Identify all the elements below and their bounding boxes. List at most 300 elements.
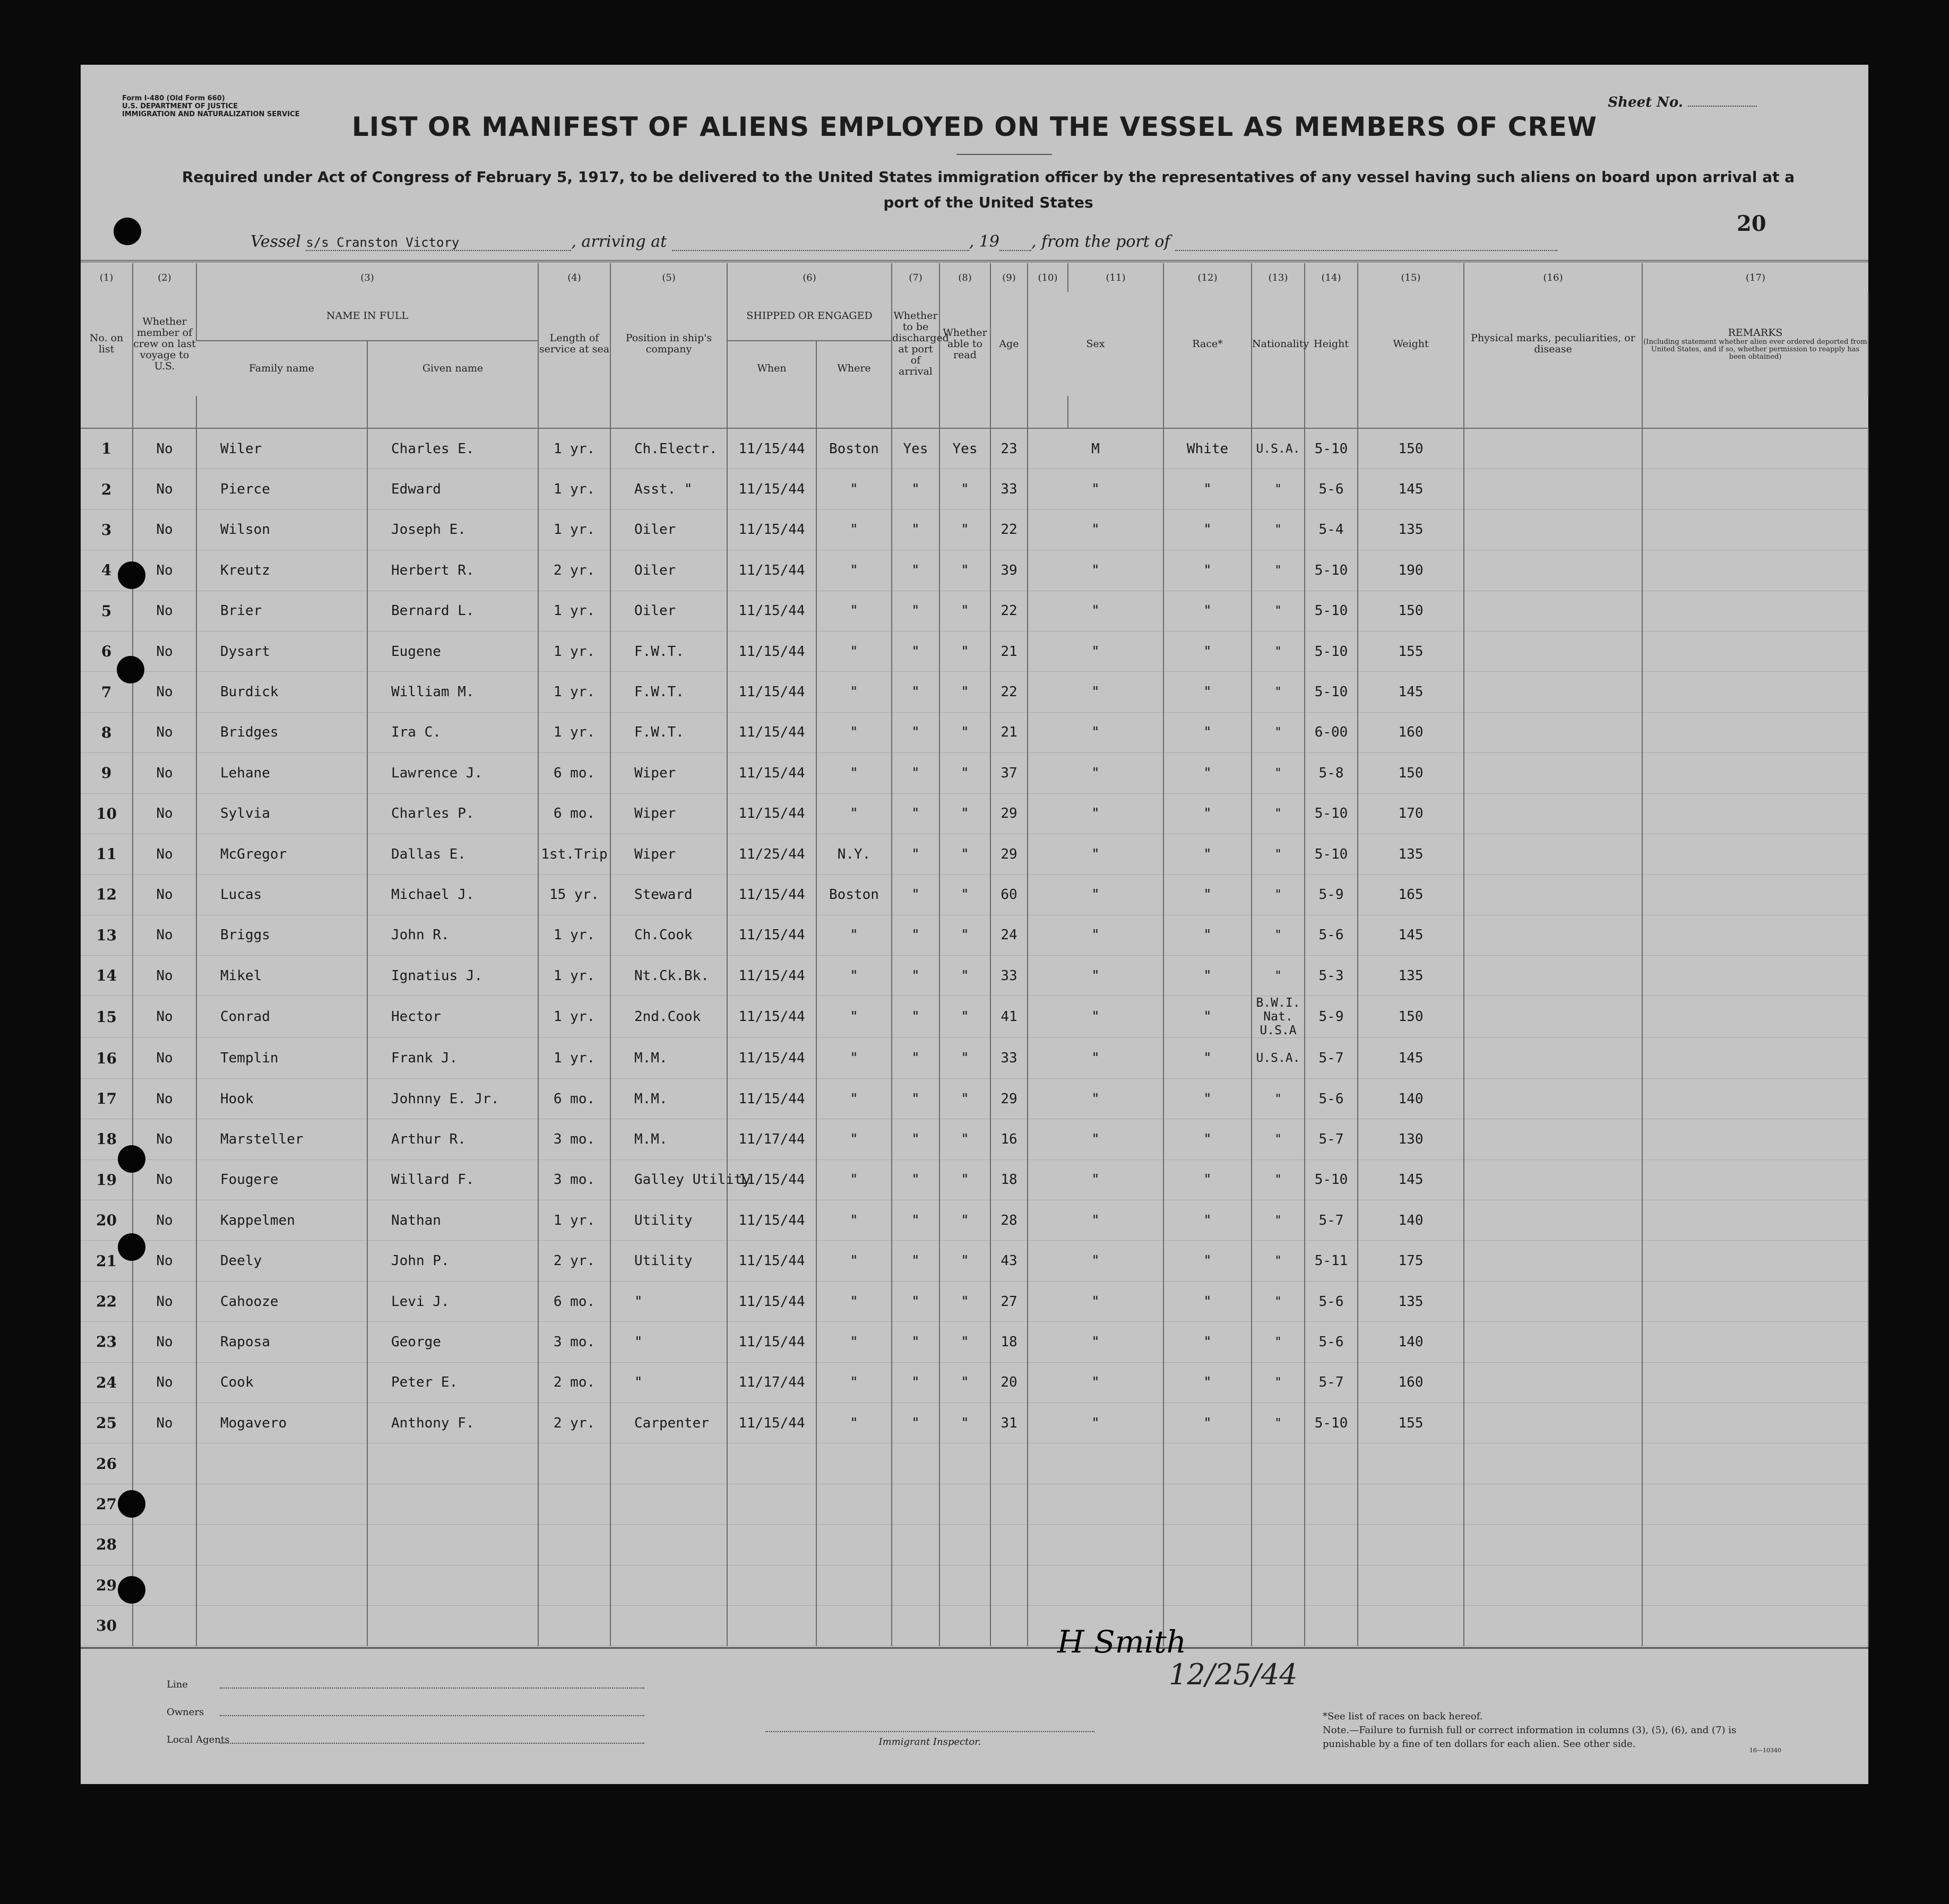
cell-shipped-where: " (816, 1038, 892, 1078)
cell-length-of-service: 1 yr. (538, 1038, 610, 1078)
cell-remarks (1642, 469, 1868, 509)
cell-height: 5-9 (1305, 996, 1358, 1038)
cell-family-name: Lehane (196, 753, 367, 793)
cell-position: 2nd.Cook (610, 996, 727, 1038)
cell-family-name: Briggs (196, 915, 367, 955)
cell-remarks (1642, 1078, 1868, 1119)
cell-position (610, 1525, 727, 1565)
cell-sex: " (1028, 712, 1163, 752)
cell-length-of-service: 1 yr. (538, 591, 610, 631)
cell-nationality: " (1252, 1200, 1305, 1241)
cell-age: 23 (990, 428, 1028, 469)
cell-crew-last-voyage: No (133, 1362, 196, 1403)
cell-age: 22 (990, 509, 1028, 550)
cell-position: Steward (610, 875, 727, 915)
cell-weight (1358, 1443, 1464, 1484)
cell-shipped-where: " (816, 996, 892, 1038)
cell-race: " (1163, 1281, 1252, 1321)
cell-family-name: Burdick (196, 672, 367, 712)
cell-age (990, 1605, 1028, 1646)
cell-position: Carpenter (610, 1403, 727, 1443)
cell-sex: " (1028, 1322, 1163, 1362)
table-row (81, 996, 1868, 1038)
cell-sex: " (1028, 753, 1163, 793)
cell-sex: " (1028, 1159, 1163, 1200)
cell-height: 5-10 (1305, 672, 1358, 712)
table-row (81, 875, 1868, 915)
row-number: 20 (81, 1200, 133, 1241)
cell-shipped-where: " (816, 1281, 892, 1321)
cell-family-name: Cook (196, 1362, 367, 1403)
cell-physical-marks (1464, 550, 1642, 591)
cell-length-of-service: 6 mo. (538, 1078, 610, 1119)
cell-nationality: " (1252, 875, 1305, 915)
binder-hole (118, 1576, 145, 1604)
row-number: 4 (81, 550, 133, 591)
cell-discharged: " (892, 1038, 939, 1078)
cell-crew-last-voyage: No (133, 591, 196, 631)
race-note: *See list of races on back hereof. (1323, 1711, 1483, 1722)
cell-shipped-where (816, 1484, 892, 1524)
row-number: 29 (81, 1565, 133, 1605)
cell-given-name (367, 1525, 538, 1565)
cell-given-name: Charles P. (367, 793, 538, 834)
cell-given-name: Bernard L. (367, 591, 538, 631)
cell-able-to-read (939, 1443, 990, 1484)
cell-shipped-when: 11/17/44 (727, 1119, 816, 1159)
row-number: 10 (81, 793, 133, 834)
cell-race: " (1163, 631, 1252, 671)
table-row (81, 1362, 1868, 1403)
cell-sex: " (1028, 591, 1163, 631)
col-number: (4) (538, 263, 610, 292)
title-divider (956, 154, 1052, 155)
cell-race: " (1163, 550, 1252, 591)
cell-remarks (1642, 428, 1868, 469)
row-number: 11 (81, 834, 133, 874)
cell-nationality (1252, 1565, 1305, 1605)
vessel-name: s/s Cranston Victory (306, 235, 571, 251)
cell-discharged: " (892, 996, 939, 1038)
row-number: 3 (81, 509, 133, 550)
page-title: LIST OR MANIFEST OF ALIENS EMPLOYED ON THE VESSEL AS MEMBERS OF CREW (351, 111, 1598, 142)
cell-discharged: " (892, 1078, 939, 1119)
cell-length-of-service (538, 1525, 610, 1565)
cell-age: 33 (990, 956, 1028, 996)
cell-age: 60 (990, 875, 1028, 915)
cell-remarks (1642, 875, 1868, 915)
col-number: (9) (990, 263, 1028, 292)
table-row (81, 793, 1868, 834)
cell-shipped-when: 11/15/44 (727, 1281, 816, 1321)
cell-physical-marks (1464, 793, 1642, 834)
binder-hole (118, 1145, 145, 1173)
cell-sex (1028, 1443, 1163, 1484)
cell-age: 16 (990, 1119, 1028, 1159)
row-number: 18 (81, 1119, 133, 1159)
cell-family-name (196, 1605, 367, 1646)
cell-discharged (892, 1605, 939, 1646)
header-length-of-service: Length of service at sea (538, 292, 610, 396)
cell-able-to-read: " (939, 1241, 990, 1281)
page-number: 20 (1737, 211, 1766, 236)
cell-sex: " (1028, 1362, 1163, 1403)
cell-race: " (1163, 875, 1252, 915)
cell-length-of-service: 1 yr. (538, 956, 610, 996)
col-number: (14) (1305, 263, 1358, 292)
cell-family-name (196, 1525, 367, 1565)
cell-discharged: " (892, 956, 939, 996)
cell-remarks (1642, 793, 1868, 834)
cell-position: Utility (610, 1200, 727, 1241)
cell-able-to-read: " (939, 631, 990, 671)
cell-able-to-read: " (939, 1200, 990, 1241)
cell-nationality: " (1252, 1322, 1305, 1362)
table-row (81, 915, 1868, 955)
cell-physical-marks (1464, 1443, 1642, 1484)
cell-able-to-read: " (939, 1159, 990, 1200)
binder-hole (118, 1490, 145, 1518)
row-number: 17 (81, 1078, 133, 1119)
cell-position: Wiper (610, 793, 727, 834)
cell-family-name: Bridges (196, 712, 367, 752)
col-number: (8) (939, 263, 990, 292)
cell-physical-marks (1464, 1322, 1642, 1362)
table-row (81, 428, 1868, 469)
cell-physical-marks (1464, 1119, 1642, 1159)
cell-sex: " (1028, 672, 1163, 712)
cell-length-of-service: 1 yr. (538, 509, 610, 550)
cell-age: 33 (990, 1038, 1028, 1078)
cell-shipped-where (816, 1565, 892, 1605)
cell-shipped-where: " (816, 672, 892, 712)
cell-race: " (1163, 1200, 1252, 1241)
cell-shipped-where: " (816, 1119, 892, 1159)
cell-discharged: " (892, 1281, 939, 1321)
cell-given-name: Michael J. (367, 875, 538, 915)
cell-shipped-when: 11/15/44 (727, 1200, 816, 1241)
sheet-number-label: Sheet No. (1608, 94, 1683, 110)
cell-nationality: " (1252, 469, 1305, 509)
cell-length-of-service (538, 1484, 610, 1524)
vessel-label: Vessel (251, 232, 301, 251)
cell-physical-marks (1464, 915, 1642, 955)
header-spacer (81, 396, 1868, 428)
row-number: 28 (81, 1525, 133, 1565)
cell-position (610, 1605, 727, 1646)
cell-physical-marks (1464, 509, 1642, 550)
cell-age: 18 (990, 1322, 1028, 1362)
cell-discharged: " (892, 915, 939, 955)
cell-height: 5-3 (1305, 956, 1358, 996)
cell-length-of-service: 3 mo. (538, 1119, 610, 1159)
cell-height: 5-6 (1305, 915, 1358, 955)
cell-crew-last-voyage: No (133, 1281, 196, 1321)
local-agents-blank (220, 1743, 644, 1744)
table-row (81, 1443, 1868, 1484)
cell-shipped-where: " (816, 1200, 892, 1241)
cell-shipped-where: " (816, 509, 892, 550)
cell-position: F.W.T. (610, 712, 727, 752)
cell-nationality: " (1252, 1241, 1305, 1281)
cell-discharged: " (892, 509, 939, 550)
table-row (81, 1119, 1868, 1159)
arriving-label: , arriving at (571, 232, 667, 251)
row-number: 2 (81, 469, 133, 509)
cell-family-name (196, 1443, 367, 1484)
cell-given-name: Levi J. (367, 1281, 538, 1321)
year-label: , 19 (969, 232, 999, 251)
cell-given-name (367, 1605, 538, 1646)
cell-length-of-service: 1 yr. (538, 428, 610, 469)
cell-sex (1028, 1484, 1163, 1524)
cell-length-of-service: 2 yr. (538, 1241, 610, 1281)
cell-physical-marks (1464, 1078, 1642, 1119)
cell-sex: " (1028, 996, 1163, 1038)
cell-able-to-read: " (939, 1038, 990, 1078)
row-number: 14 (81, 956, 133, 996)
row-number: 9 (81, 753, 133, 793)
cell-given-name: Johnny E. Jr. (367, 1078, 538, 1119)
penalty-note: Note.—Failure to furnish full or correct information in columns (3), (5), (6), and (7) is punishable by a fine of ten dollars for each alien. See other side. (1323, 1725, 1737, 1750)
cell-position: M.M. (610, 1119, 727, 1159)
cell-discharged: " (892, 1362, 939, 1403)
cell-shipped-where: " (816, 631, 892, 671)
cell-able-to-read: " (939, 591, 990, 631)
table-row (81, 509, 1868, 550)
cell-weight: 160 (1358, 1362, 1464, 1403)
header-sex: Sex (1028, 292, 1163, 396)
cell-length-of-service: 6 mo. (538, 793, 610, 834)
col-number: (16) (1464, 263, 1642, 292)
cell-remarks (1642, 509, 1868, 550)
cell-sex: M (1028, 428, 1163, 469)
cell-position: Asst. " (610, 469, 727, 509)
cell-crew-last-voyage (133, 1525, 196, 1565)
row-number: 6 (81, 631, 133, 671)
cell-sex (1028, 1565, 1163, 1605)
cell-family-name: Deely (196, 1241, 367, 1281)
cell-shipped-when: 11/15/44 (727, 1159, 816, 1200)
cell-given-name (367, 1565, 538, 1605)
row-number: 25 (81, 1403, 133, 1443)
cell-weight (1358, 1484, 1464, 1524)
cell-height (1305, 1443, 1358, 1484)
cell-remarks (1642, 631, 1868, 671)
footnote (1323, 1710, 1779, 1751)
cell-weight: 145 (1358, 1038, 1464, 1078)
form-code: 16—10340 (1749, 1747, 1781, 1754)
cell-shipped-when: 11/25/44 (727, 834, 816, 874)
cell-given-name: John P. (367, 1241, 538, 1281)
cell-sex: " (1028, 915, 1163, 955)
cell-height: 5-6 (1305, 1322, 1358, 1362)
cell-remarks (1642, 1484, 1868, 1524)
cell-position: " (610, 1322, 727, 1362)
row-number: 13 (81, 915, 133, 955)
cell-physical-marks (1464, 875, 1642, 915)
cell-sex: " (1028, 1119, 1163, 1159)
header-physical-marks: Physical marks, peculiarities, or disease (1464, 292, 1642, 396)
header-shipped-or-engaged: SHIPPED OR ENGAGED (727, 292, 892, 341)
cell-race: White (1163, 428, 1252, 469)
local-agents-label: Local Agents (167, 1734, 230, 1745)
cell-shipped-where: " (816, 793, 892, 834)
cell-height: 5-8 (1305, 753, 1358, 793)
cell-sex (1028, 1525, 1163, 1565)
cell-physical-marks (1464, 1525, 1642, 1565)
cell-shipped-when: 11/15/44 (727, 1241, 816, 1281)
cell-race: " (1163, 712, 1252, 752)
cell-nationality (1252, 1525, 1305, 1565)
cell-shipped-where: Boston (816, 428, 892, 469)
table-row (81, 1605, 1868, 1646)
cell-given-name: Dallas E. (367, 834, 538, 874)
cell-position: " (610, 1362, 727, 1403)
table-row (81, 550, 1868, 591)
cell-weight: 155 (1358, 631, 1464, 671)
cell-given-name (367, 1443, 538, 1484)
cell-family-name: Kappelmen (196, 1200, 367, 1241)
cell-age: 27 (990, 1281, 1028, 1321)
cell-given-name: Lawrence J. (367, 753, 538, 793)
cell-weight: 135 (1358, 834, 1464, 874)
cell-crew-last-voyage: No (133, 1241, 196, 1281)
cell-discharged: Yes (892, 428, 939, 469)
cell-race: " (1163, 834, 1252, 874)
header-whether-member: Whether member of crew on last voyage to U.S. (133, 292, 196, 396)
cell-race: " (1163, 672, 1252, 712)
cell-remarks (1642, 1443, 1868, 1484)
cell-age: 24 (990, 915, 1028, 955)
cell-weight: 190 (1358, 550, 1464, 591)
cell-race (1163, 1565, 1252, 1605)
cell-shipped-where: " (816, 956, 892, 996)
cell-able-to-read: " (939, 550, 990, 591)
cell-family-name: Wiler (196, 428, 367, 469)
crew-manifest-table (81, 263, 1868, 1646)
cell-age: 31 (990, 1403, 1028, 1443)
cell-discharged (892, 1565, 939, 1605)
cell-physical-marks (1464, 672, 1642, 712)
cell-sex: " (1028, 1241, 1163, 1281)
cell-able-to-read (939, 1484, 990, 1524)
table-row (81, 1038, 1868, 1078)
table-row (81, 1565, 1868, 1605)
cell-length-of-service: 1 yr. (538, 672, 610, 712)
cell-family-name: Wilson (196, 509, 367, 550)
cell-sex: " (1028, 550, 1163, 591)
cell-crew-last-voyage: No (133, 1200, 196, 1241)
row-number: 21 (81, 1241, 133, 1281)
cell-length-of-service (538, 1605, 610, 1646)
row-number: 22 (81, 1281, 133, 1321)
cell-shipped-when: 11/15/44 (727, 996, 816, 1038)
cell-crew-last-voyage: No (133, 915, 196, 955)
cell-discharged: " (892, 550, 939, 591)
header-weight: Weight (1358, 292, 1464, 396)
cell-position: Nt.Ck.Bk. (610, 956, 727, 996)
binder-hole (117, 656, 144, 683)
table-row (81, 469, 1868, 509)
table-row (81, 1484, 1868, 1524)
cell-nationality (1252, 1484, 1305, 1524)
cell-given-name (367, 1484, 538, 1524)
cell-length-of-service (538, 1443, 610, 1484)
cell-remarks (1642, 956, 1868, 996)
cell-weight: 150 (1358, 591, 1464, 631)
cell-family-name: Templin (196, 1038, 367, 1078)
cell-physical-marks (1464, 753, 1642, 793)
signature-name: H Smith (1057, 1624, 1186, 1660)
cell-discharged: " (892, 672, 939, 712)
column-numbers (81, 263, 1868, 292)
cell-nationality: U.S.A. (1252, 428, 1305, 469)
col-number: (3) (196, 263, 538, 292)
cell-discharged (892, 1443, 939, 1484)
cell-position: F.W.T. (610, 672, 727, 712)
cell-discharged: " (892, 1119, 939, 1159)
cell-race: " (1163, 509, 1252, 550)
cell-height (1305, 1565, 1358, 1605)
cell-physical-marks (1464, 1241, 1642, 1281)
cell-length-of-service: 6 mo. (538, 753, 610, 793)
cell-shipped-where: Boston (816, 875, 892, 915)
cell-shipped-when: 11/15/44 (727, 469, 816, 509)
cell-nationality: U.S.A. (1252, 1038, 1305, 1078)
cell-age: 29 (990, 1078, 1028, 1119)
header-able-to-read: Whether able to read (939, 292, 990, 396)
cell-discharged (892, 1525, 939, 1565)
cell-discharged: " (892, 1200, 939, 1241)
cell-crew-last-voyage: No (133, 631, 196, 671)
cell-race: " (1163, 996, 1252, 1038)
cell-position (610, 1484, 727, 1524)
cell-able-to-read: " (939, 996, 990, 1038)
cell-shipped-when: 11/15/44 (727, 712, 816, 752)
cell-able-to-read (939, 1525, 990, 1565)
cell-position: " (610, 1281, 727, 1321)
cell-shipped-when: 11/15/44 (727, 1403, 816, 1443)
cell-height: 5-10 (1305, 550, 1358, 591)
cell-position (610, 1443, 727, 1484)
cell-remarks (1642, 550, 1868, 591)
cell-height: 6-00 (1305, 712, 1358, 752)
cell-family-name: Raposa (196, 1322, 367, 1362)
cell-physical-marks (1464, 1200, 1642, 1241)
row-number: 8 (81, 712, 133, 752)
from-port-blank (1175, 250, 1557, 251)
table-row (81, 834, 1868, 874)
col-number: (15) (1358, 263, 1464, 292)
cell-crew-last-voyage: No (133, 469, 196, 509)
cell-height: 5-6 (1305, 1281, 1358, 1321)
cell-crew-last-voyage: No (133, 1078, 196, 1119)
cell-height (1305, 1525, 1358, 1565)
cell-shipped-when: 11/15/44 (727, 550, 816, 591)
cell-race (1163, 1525, 1252, 1565)
cell-family-name: Kreutz (196, 550, 367, 591)
cell-nationality: " (1252, 550, 1305, 591)
table-row (81, 1241, 1868, 1281)
cell-family-name: Mikel (196, 956, 367, 996)
cell-discharged (892, 1484, 939, 1524)
cell-nationality: " (1252, 509, 1305, 550)
cell-given-name: Frank J. (367, 1038, 538, 1078)
cell-able-to-read: " (939, 1119, 990, 1159)
table-row (81, 1322, 1868, 1362)
cell-height: 5-6 (1305, 1078, 1358, 1119)
